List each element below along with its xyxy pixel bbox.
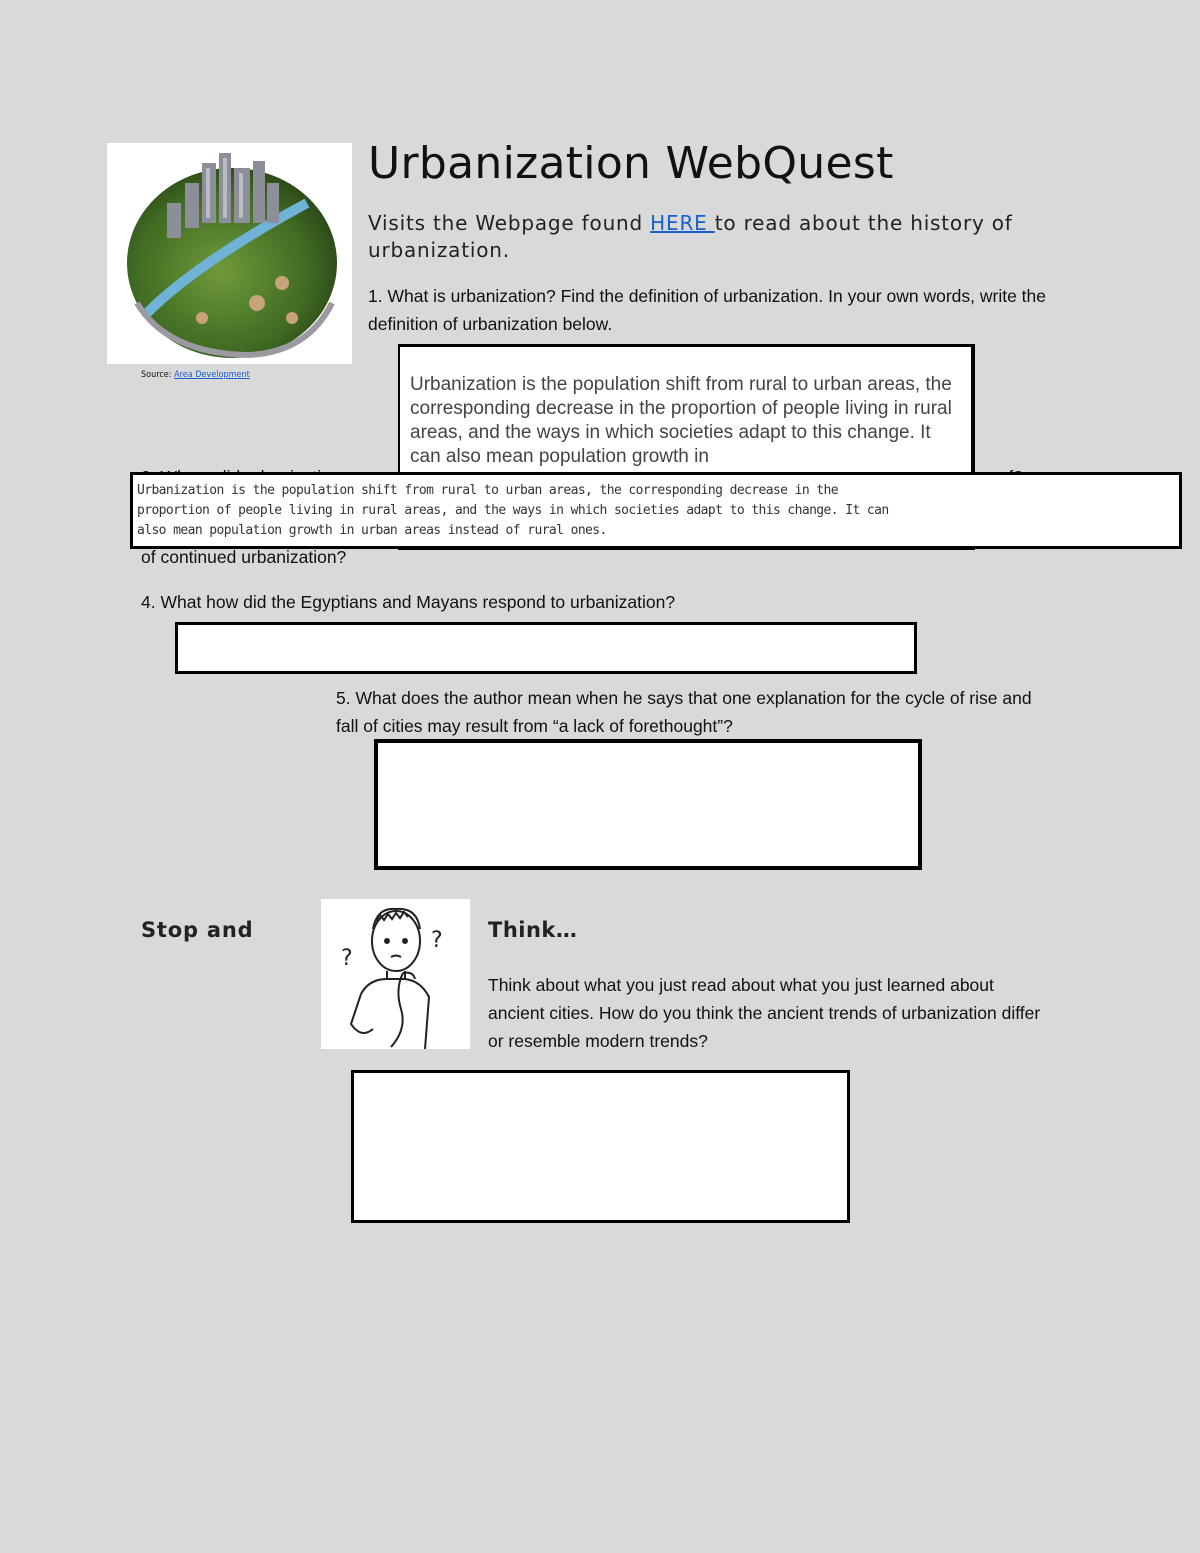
image-credit (141, 370, 250, 380)
think-prompt: Think about what you just read about what you just learned about ancient cities. How do you think the ancient trends of urbanization differ or resemble modern trends? (488, 975, 1041, 1051)
question-5: 5. What does the author mean when he says that one explanation for the cycle of rise and fall of cities may result from “a lack of forethought”? (336, 688, 1032, 736)
urban-globe-image (107, 143, 352, 364)
question-3-tail: of continued urbanization? (141, 547, 347, 567)
stop-label: Stop and (141, 918, 254, 942)
think-label: Think… (488, 918, 578, 942)
svg-text:?: ? (341, 946, 353, 971)
answer-box-4[interactable] (175, 622, 917, 674)
intro-before-link: Visits the Webpage found (368, 211, 651, 235)
image-credit-link[interactable]: Area Development (174, 370, 250, 380)
question-1: 1. What is urbanization? Find the definition of urbanization. In your own words, write the definition of urbanization below. (368, 286, 1047, 334)
overlay-answer-text: Urbanization is the population shift from rural to urban areas, the corresponding decrease in the proportion of people living in rural areas, and the ways in which societies adapt to this change. It can also mean population growth in urban areas instead of rural ones. (137, 483, 889, 538)
question-4: 4. What how did the Egyptians and Mayans respond to urbanization? (141, 592, 676, 612)
answer-box-5[interactable] (374, 739, 922, 870)
intro-after-link: to read about the history of urbanization. (368, 211, 1013, 262)
here-link[interactable]: HERE (650, 211, 715, 235)
svg-text:?: ? (431, 928, 443, 953)
thinking-person-image (321, 899, 470, 1049)
image-credit-prefix: Source: (141, 370, 175, 380)
answer-box-6[interactable] (351, 1070, 850, 1223)
answer-text-1: Urbanization is the population shift from rural to urban areas, the corresponding decrease in the proportion of people living in rural areas, and the ways in which societies adapt to this change. It can also mean population growth in (410, 374, 952, 467)
intro-text (368, 210, 1048, 264)
page-title: Urbanization WebQuest (368, 138, 894, 189)
